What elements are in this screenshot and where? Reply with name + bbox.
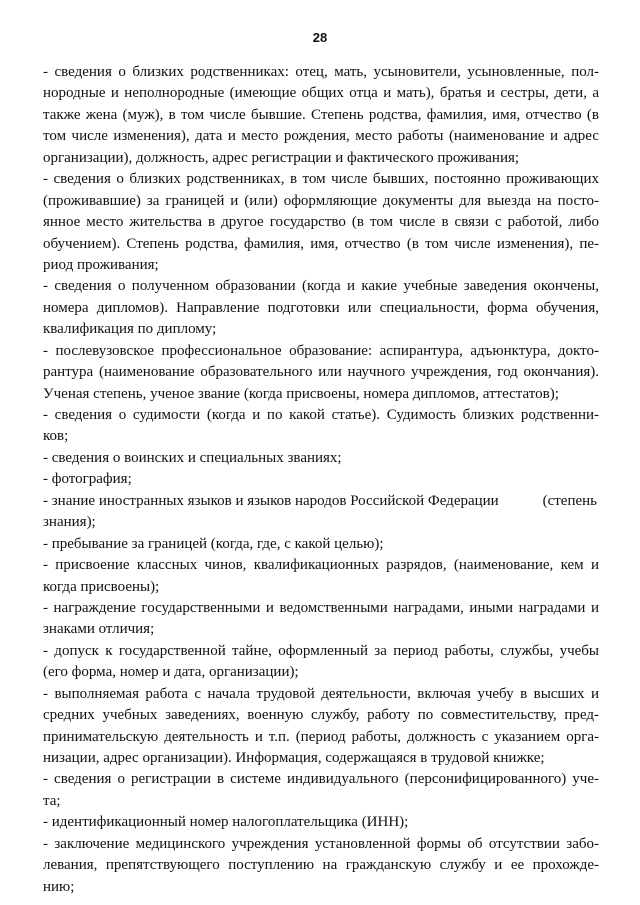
- list-item-line: - присвоение классных чинов, квалификационных разрядов, (наименование, кем и: [43, 557, 599, 574]
- list-item-line: рантура (наименование образовательного или научного учреждения, год окончания).: [43, 364, 599, 381]
- list-item: [43, 448, 599, 469]
- list-item-line: средних учебных заведениях, военную службу, работу по совместительству, пред-: [43, 707, 599, 724]
- list-item-line: - сведения о полученном образовании (когда и какие учебные заведения окончены,: [43, 278, 599, 295]
- list-item: [43, 812, 599, 833]
- list-item: [43, 555, 599, 598]
- list-item-line: - выполняемая работа с начала трудовой деятельности, включая учебу в высших и: [43, 685, 599, 702]
- list-item: [43, 341, 599, 405]
- list-item: [43, 684, 599, 770]
- list-item-line: нородные и неполнородные (имеющие общих отца и мать), братья и сестры, дети, а: [43, 85, 599, 102]
- list-item: [43, 469, 599, 490]
- list-item-line: квалификация по диплому;: [43, 321, 217, 338]
- list-item: [43, 169, 599, 276]
- list-item-line: знаками отличия;: [43, 621, 155, 638]
- page-number: 28: [312, 30, 328, 45]
- list-item-line: принимательскую деятельность и т.п. (период работы, должность с указанием орга-: [43, 728, 599, 745]
- list-item-line: знания);: [43, 514, 96, 531]
- list-item: [43, 534, 599, 555]
- list-item: [43, 834, 599, 898]
- list-item-line: (его форма, номер и дата, организации);: [43, 664, 299, 681]
- list-item-line: левания, препятствующего поступлению на гражданскую службу и ее прохожде-: [43, 857, 599, 874]
- list-item-line: - пребывание за границей (когда, где, с какой целью);: [43, 535, 384, 552]
- list-item: [43, 62, 599, 169]
- list-item: [43, 641, 599, 684]
- list-item: [43, 769, 599, 812]
- list-item-line: обучением). Степень родства, фамилия, имя, отчество (в том числе изменения), пе-: [43, 235, 599, 252]
- list-item-line: - допуск к государственной тайне, оформленный за период работы, службы, учебы: [43, 642, 599, 659]
- list-item-line-text: - знание иностранных языков и языков народов Российской Федерации: [43, 492, 499, 509]
- list-item-line: - сведения о воинских и специальных званиях;: [43, 449, 342, 466]
- list-item-line: - сведения о судимости (когда и по какой статье). Судимость близких родственни-: [43, 407, 599, 423]
- document-body: [43, 62, 599, 898]
- list-item: [43, 491, 599, 534]
- list-item: [43, 276, 599, 340]
- list-item-line: - награждение государственными и ведомственными наградами, иными наградами и: [43, 599, 599, 616]
- list-item-line-tail: (степень: [542, 492, 597, 509]
- list-item-line: номера дипломов). Направление подготовки или специальности, форма обучения,: [43, 299, 599, 316]
- list-item-line: (проживавшие) за границей и (или) оформляющие документы для выезда на посто-: [43, 192, 599, 209]
- list-item-line: - заключение медицинского учреждения установленной формы об отсутствии забо-: [43, 835, 599, 852]
- list-item-line: - сведения о близких родственниках: отец, мать, усыновители, усыновленные, пол-: [43, 64, 599, 80]
- list-item-line: организации), должность, адрес регистрации и фактического проживания;: [43, 149, 520, 166]
- list-item-line: когда присвоены);: [43, 578, 160, 595]
- list-item-line: том числе изменения), дата и место рождения, место работы (наименование и адрес: [43, 128, 599, 145]
- list-item: [43, 405, 599, 448]
- list-item-line: риод проживания;: [43, 256, 159, 273]
- list-item-line: - сведения о близких родственниках, в том числе бывших, постоянно проживающих: [43, 171, 599, 188]
- list-item-line: нию;: [43, 878, 75, 895]
- list-item-line: янное место жительства в другое государство (в том числе в связи с работой, либо: [43, 214, 599, 231]
- list-item-line: та;: [43, 792, 61, 809]
- list-item-line: - идентификационный номер налогоплательщика (ИНН);: [43, 814, 409, 831]
- list-item: [43, 598, 599, 641]
- list-item-line: низации, адрес организации). Информация, содержащаяся в трудовой книжке;: [43, 750, 545, 766]
- list-item-line: ков;: [43, 428, 69, 445]
- list-item-line: [43, 491, 599, 512]
- list-item-line: - сведения о регистрации в системе индивидуального (персонифицированного) уче-: [43, 771, 599, 788]
- list-item-line: - послевузовское профессиональное образование: аспирантура, адъюнктура, докто-: [43, 342, 599, 359]
- list-item-line: - фотография;: [43, 471, 132, 488]
- list-item-line: Ученая степень, ученое звание (когда присвоены, номера дипломов, аттестатов);: [43, 385, 559, 402]
- list-item-line: также жена (муж), в том числе бывшие. Степень родства, фамилия, имя, отчество (в: [43, 106, 599, 123]
